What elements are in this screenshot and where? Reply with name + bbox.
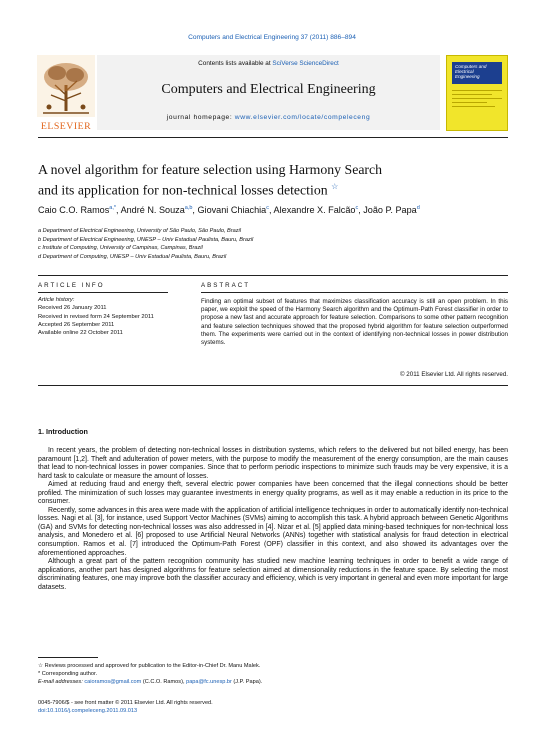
journal-title: Computers and Electrical Engineering xyxy=(161,82,376,97)
elsevier-wordmark: ELSEVIER xyxy=(40,121,92,132)
abstract-copyright: © 2011 Elsevier Ltd. All rights reserved. xyxy=(400,371,508,378)
contents-prefix: Contents lists available at xyxy=(198,60,273,67)
history-revised: Received in revised form 24 September 2011 xyxy=(38,313,154,320)
publication-meta xyxy=(38,699,338,715)
paragraph-2: Aimed at reducing fraud and energy theft, several electric power companies have been concerned that the illegal connections should be better profiled. The minimization of such losses may guarantee investments in energy quality programs, as well as it may enable a reduction in its price to the consumer. xyxy=(38,481,508,506)
history-label: Article history: xyxy=(38,297,75,303)
article-info-label: ARTICLE INFO xyxy=(38,282,105,289)
title-line-1: A novel algorithm for feature selection using Harmony Search xyxy=(38,162,383,177)
affiliation-d: d Department of Computing, UNESP – Univ Estadual Paulista, Bauru, Brazil xyxy=(38,253,227,260)
history-received: Received 26 January 2011 xyxy=(38,305,107,312)
email-prefix: E-mail addresses: xyxy=(38,679,85,686)
author-3[interactable]: Giovani Chiachia$^c$ xyxy=(197,205,269,216)
introduction-body xyxy=(38,447,508,592)
footnote-star: ☆ Reviews processed and approved for publication to the Editor-in-Chief Dr. Manu Malek. xyxy=(38,663,261,669)
introduction-heading: 1. Introduction xyxy=(38,427,88,436)
header-rule xyxy=(38,137,508,138)
email-link-1[interactable]: caioramos@gmail.com xyxy=(84,679,142,686)
cover-lines xyxy=(452,90,502,107)
elsevier-logo xyxy=(37,55,95,130)
history-accepted: Accepted 26 September 2011 xyxy=(38,321,115,328)
article-history xyxy=(38,296,168,337)
affiliations xyxy=(38,227,508,261)
title-footnote-star[interactable]: ☆ xyxy=(331,182,339,191)
email-link-2[interactable]: papa@fc.unesp.br xyxy=(186,679,232,686)
doi-link[interactable]: doi:10.1016/j.compeleceng.2011.09.013 xyxy=(38,708,138,715)
sciencedirect-link[interactable]: SciVerse ScienceDirect xyxy=(272,60,339,67)
email-owner-1: (C.C.O. Ramos), xyxy=(141,679,187,686)
affiliation-b: b Department of Electrical Engineering, UNESP – Univ Estadual Paulista, Bauru, Brazil xyxy=(38,236,254,243)
author-1[interactable]: Caio C.O. Ramos$^{a,*}$ xyxy=(38,205,116,216)
footnote-rule xyxy=(38,657,98,658)
author-5[interactable]: João P. Papa$^d$ xyxy=(363,205,420,216)
paragraph-4: Although a great part of the pattern recognition community has studied new machine learning techniques in order to benefit a wide range of applications, another part has designed algorithms for feature selection aimed at dimensionality reductions in the feature space. By selecting the most discriminating features, one may improve both the classifier accuracy and efficiency, which is very important in general and even more important for large datasets. xyxy=(38,558,508,591)
abstract-text: Finding an optimal subset of features that maximizes classification accuracy is still an open problem. In this paper, we exploit the speed of the Harmony Search algorithm and the Optimum-Path Forest classifier in order to propose a new fast and accurate approach for feature selection. Comparisons to some other pattern recognition and feature selection techniques showed that the proposed hybrid algorithm for feature selection outperformed them. The experiments were carried out in the context of identifying non-technical losses in power distribution systems. xyxy=(201,298,508,347)
paragraph-1: In recent years, the problem of detecting non-technical losses in distribution systems, which refers to the delivered but not billed energy, has been paramount [1,2]. Theft and adulteration of power meters, with the purpose to modify the measurement of the energy consumption, are the main causes that lead to non-technical losses in power companies. Since that to perform periodic inspections to minimize such frauds may be very expensive, it is a hard task to calculate or measure the amount of losses. xyxy=(38,447,508,480)
journal-cover xyxy=(446,55,508,131)
abstract-label: ABSTRACT xyxy=(201,282,251,289)
email-owner-2: (J.P. Papa). xyxy=(231,679,263,686)
paragraph-3: Recently, some advances in this area were made with the application of artificial intelligence techniques in order to automatically identify non-technical losses. Nagi et al. [3], for instance, used Support Vector Machines (SVMs) aiming to accomplish this task. A hybrid approach between Genetic Algorithms (GA) and SVMs for detecting non-technical losses was also addressed in [4]. Nizar et al. [5] applied data mining-based techniques for non-technical loss analysis, and Monedero et al. [6] proposed to use Artificial Neural Networks (ANNs) together with statistical analysis for fraud detection in electrical consumption. Ramos et al. [7] introduced the Optimum-Path Forest (OPF) classifier in this context, and also showed its advantages over the aforementioned approaches. xyxy=(38,506,508,557)
contents-line xyxy=(97,60,440,67)
footnote-emails xyxy=(38,678,508,686)
cover-title: Computers and Electrical Engineering xyxy=(455,64,487,80)
article-info-rule xyxy=(38,292,168,293)
homepage-prefix: journal homepage: xyxy=(166,114,235,121)
section-rule-top xyxy=(38,275,508,276)
affiliation-c: c Institute of Computing, University of Campinas, Campinas, Brazil xyxy=(38,245,203,252)
author-list: Caio C.O. Ramos$^{a,*}$, André N. Souza$^{a,b}$, Giovani Chiachia$^c$, Alexandre X. Falcão$^c$, João P. Papa$^d$ xyxy=(38,205,420,216)
section-rule-bottom xyxy=(38,385,508,386)
title-line-2 xyxy=(38,178,508,199)
footnote-corresponding: * Corresponding author. xyxy=(38,671,98,678)
history-online: Available online 22 October 2011 xyxy=(38,330,123,337)
journal-homepage xyxy=(97,114,440,121)
author-2[interactable]: André N. Souza$^{a,b}$ xyxy=(120,205,193,216)
elsevier-tree-icon xyxy=(37,55,95,117)
issn-line: 0045-7906/$ - see front matter © 2011 Elsevier Ltd. All rights reserved. xyxy=(38,700,213,706)
cover-title-box xyxy=(452,62,502,84)
journal-reference[interactable]: Computers and Electrical Engineering 37 (2011) 886–894 xyxy=(188,34,356,41)
title-line-2-text: and its application for non-technical losses detection xyxy=(38,182,328,198)
affiliation-a: a Department of Electrical Engineering, University of São Paulo, São Paulo, Brazil xyxy=(38,228,242,234)
author-4[interactable]: Alexandre X. Falcão$^c$ xyxy=(273,205,359,216)
abstract-rule xyxy=(201,292,508,293)
article-title xyxy=(38,161,508,199)
homepage-link[interactable]: www.elsevier.com/locate/compeleceng xyxy=(234,114,371,121)
footnotes xyxy=(38,662,508,687)
